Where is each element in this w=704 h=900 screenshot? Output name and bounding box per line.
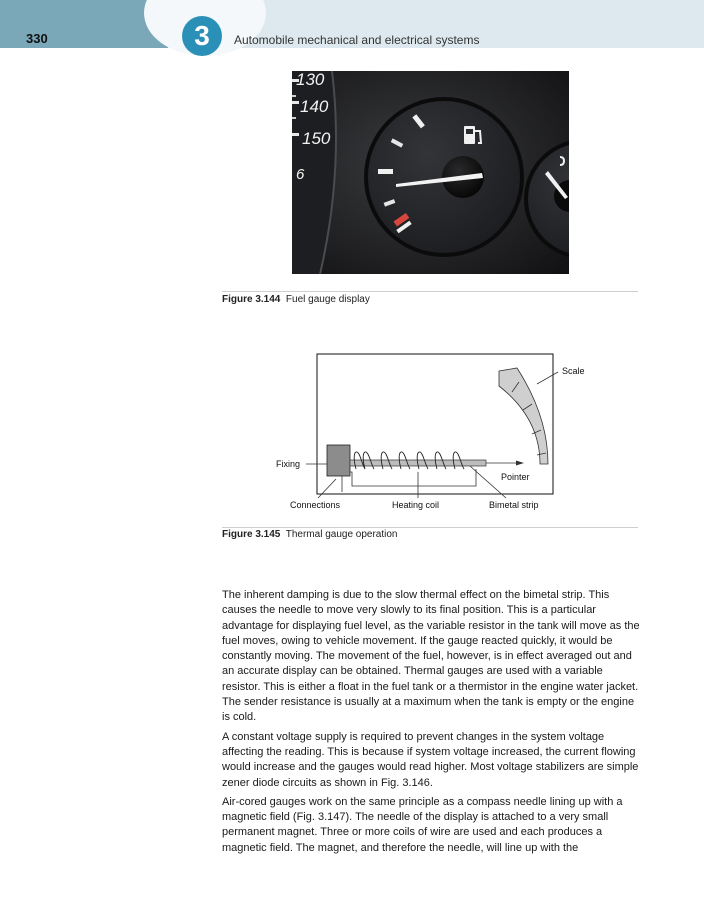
speed-tick: [292, 95, 296, 97]
paragraph: Air-cored gauges work on the same principle as a compass needle lining up with a magnetic field (Fig. 3.147). The needle of the display is attached to a very small permanent magnet. Three or more coils of wire are used and each produces a magnetic field. The magnet, and therefore the needle, will line up with the: [222, 795, 623, 854]
speed-tick: [292, 117, 296, 119]
speed-label-150: 150: [302, 129, 331, 148]
figure-145-caption-text: Thermal gauge operation: [285, 529, 398, 540]
figure-145-rule: [222, 527, 638, 528]
chapter-badge: 3: [182, 16, 222, 56]
fuel-tick-half: [378, 169, 393, 174]
fixing-block: [327, 445, 350, 476]
figure-144-label: Figure 3.144: [222, 294, 281, 305]
connections-label: Connections: [290, 500, 341, 510]
figure-144-caption: [222, 294, 370, 305]
scale-label: Scale: [562, 366, 585, 376]
paragraph: A constant voltage supply is required to prevent changes in the system voltage affecting the reading. This is because if system voltage increased, the current flowing would increase and the gauges would read higher. Most voltage stabilizers are simple zener diode circuits as shown in Fig. 3.146.: [222, 730, 639, 789]
page-number: 330: [26, 31, 48, 46]
paragraph: The inherent damping is due to the slow thermal effect on the bimetal strip. This causes the needle to move very slowly to its final position. This is a particular advantage for displaying fuel level, as the variable resistor in the tank will move as the fuel moves, owing to vehicle movement. If the gauge reacted quickly, it would be constantly moving. The movement of the fuel, however, is in effect averaged out and an accurate display can be obtained. Thermal gauges are used with a variable resistor. This is either a float in the fuel tank or a thermistor in the engine water jacket. The sender resistance is usually at a maximum when the tank is empty or the engine is cold.: [222, 589, 640, 724]
figure-145-label: Figure 3.145: [222, 529, 281, 540]
figure-144-caption-text: Fuel gauge display: [285, 294, 370, 305]
odometer-digit: 6: [296, 166, 305, 183]
fuel-gauge-photo: [292, 71, 569, 274]
thermal-gauge-diagram: [270, 346, 600, 521]
pointer-label: Pointer: [501, 472, 530, 482]
figure-145-caption: [222, 529, 398, 540]
running-head: Automobile mechanical and electrical systems: [234, 33, 480, 47]
speed-label-140: 140: [300, 97, 329, 116]
body-text: [222, 588, 642, 860]
bimetal-strip-label: Bimetal strip: [489, 500, 539, 510]
speed-tick: [292, 101, 299, 104]
speed-tick: [292, 133, 299, 136]
speed-label-130: 130: [296, 71, 325, 89]
fixing-label: Fixing: [276, 459, 301, 469]
heating-coil-label: Heating coil: [392, 500, 440, 510]
figure-144-rule: [222, 291, 638, 292]
